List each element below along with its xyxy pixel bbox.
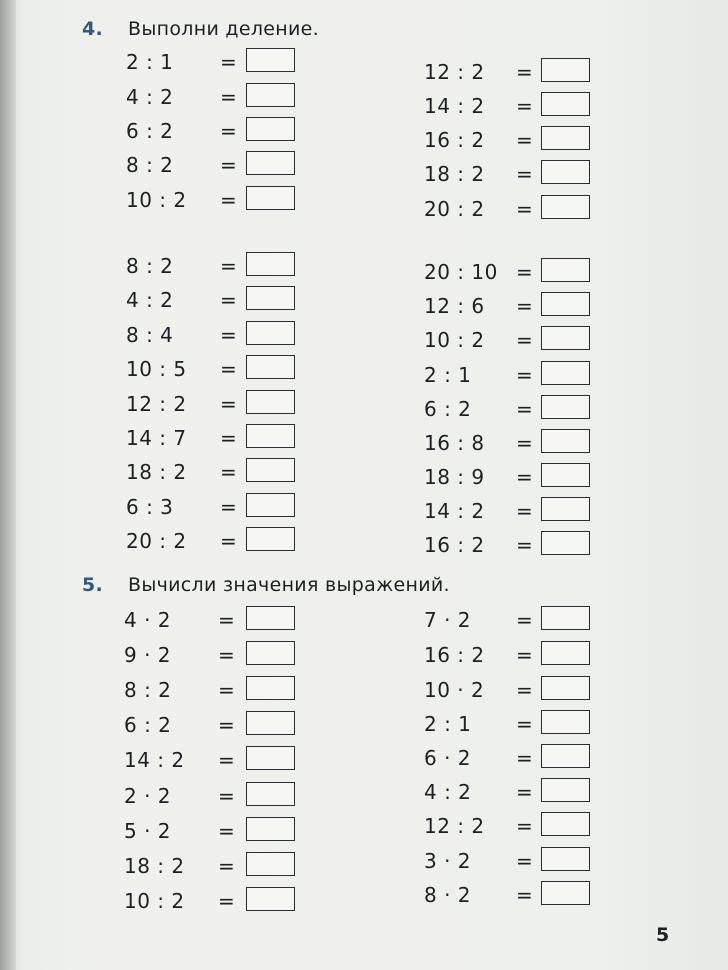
expression: 18 : 2 [126,460,187,484]
answer-box[interactable] [246,641,295,665]
equals-sign: = [220,188,238,212]
answer-box[interactable] [246,782,295,806]
equals-sign: = [516,712,534,736]
equation-row [424,778,593,806]
answer-box[interactable] [541,641,590,665]
equals-sign: = [516,431,534,455]
equals-sign: = [218,713,236,737]
answer-box[interactable] [246,493,295,517]
equation-row [424,195,593,223]
equals-sign: = [220,153,238,177]
equation-row [424,160,593,188]
expression: 12 : 6 [424,294,485,318]
expression: 10 : 5 [126,357,187,381]
expression: 14 : 2 [424,94,485,118]
equation-row [126,424,298,452]
expression: 16 : 2 [424,643,485,667]
expression: 16 : 2 [424,128,485,152]
expression: 18 : 9 [424,465,485,489]
answer-box[interactable] [541,361,590,385]
expression: 20 : 10 [424,260,498,284]
equation-row [424,292,593,320]
equation-row [424,395,593,423]
answer-box[interactable] [246,151,295,175]
equation-row [124,711,298,739]
answer-box[interactable] [246,424,295,448]
equals-sign: = [218,889,236,913]
answer-box[interactable] [541,847,590,871]
equals-sign: = [516,465,534,489]
equals-sign: = [220,357,238,381]
equals-sign: = [516,849,534,873]
task-4-number: 4. [82,18,104,40]
answer-box[interactable] [246,252,295,276]
equals-sign: = [516,162,534,186]
answer-box[interactable] [541,744,590,768]
equals-sign: = [516,814,534,838]
task-5-header [82,574,450,596]
expression: 7 · 2 [424,608,472,632]
equals-sign: = [220,119,238,143]
expression: 20 : 2 [424,197,485,221]
equals-sign: = [218,608,236,632]
expression: 3 · 2 [424,849,472,873]
expression: 10 : 2 [124,889,185,913]
equation-row [126,527,298,555]
answer-box[interactable] [541,531,590,555]
equals-sign: = [516,643,534,667]
equals-sign: = [516,533,534,557]
equation-row [424,429,593,457]
answer-box[interactable] [541,292,590,316]
equation-row [424,126,593,154]
answer-box[interactable] [246,676,295,700]
page-number: 5 [656,924,670,946]
task-4-title: Выполни деление. [128,18,319,40]
expression: 14 : 2 [424,499,485,523]
expression: 10 · 2 [424,678,485,702]
expression: 6 · 2 [424,746,472,770]
equation-row [126,458,298,486]
equals-sign: = [218,678,236,702]
equals-sign: = [220,392,238,416]
equals-sign: = [516,94,534,118]
equation-row [126,117,298,145]
expression: 8 : 4 [126,323,174,347]
answer-box[interactable] [246,321,295,345]
expression: 4 : 2 [424,780,472,804]
expression: 8 : 2 [126,254,174,278]
equals-sign: = [218,854,236,878]
equation-row [126,151,298,179]
equation-row [424,641,593,669]
equation-row [124,852,298,880]
equals-sign: = [218,643,236,667]
answer-box[interactable] [541,195,590,219]
answer-box[interactable] [246,390,295,414]
equation-row [424,463,593,491]
expression: 4 · 2 [124,608,172,632]
expression: 16 : 2 [424,533,485,557]
answer-box[interactable] [246,186,295,210]
equals-sign: = [220,254,238,278]
equals-sign: = [516,883,534,907]
answer-box[interactable] [541,429,590,453]
equation-row [126,493,298,521]
expression: 20 : 2 [126,529,187,553]
expression: 10 : 2 [424,328,485,352]
equation-row [424,92,593,120]
expression: 4 : 2 [126,288,174,312]
answer-box[interactable] [541,258,590,282]
answer-box[interactable] [246,817,295,841]
equation-row [126,321,298,349]
equals-sign: = [516,294,534,318]
answer-box[interactable] [246,711,295,735]
equation-row [126,83,298,111]
equation-row [424,606,593,634]
equation-row [424,847,593,875]
task-5-title: Вычисли значения выражений. [128,574,450,596]
equals-sign: = [516,128,534,152]
expression: 5 · 2 [124,819,172,843]
expression: 18 : 2 [124,854,185,878]
equals-sign: = [516,780,534,804]
equation-row [124,641,298,669]
equation-row [126,252,298,280]
equation-row [124,746,298,774]
equation-row [424,744,593,772]
equals-sign: = [220,495,238,519]
equation-row [424,531,593,559]
equals-sign: = [220,85,238,109]
equation-row [424,258,593,286]
expression: 12 : 2 [424,60,485,84]
answer-box[interactable] [246,852,295,876]
answer-box[interactable] [246,606,295,630]
equals-sign: = [516,60,534,84]
equals-sign: = [516,608,534,632]
expression: 9 · 2 [124,643,172,667]
expression: 2 : 1 [126,50,174,74]
equation-row [126,48,298,76]
answer-box[interactable] [541,160,590,184]
equals-sign: = [516,363,534,387]
task-5-number: 5. [82,574,104,596]
equation-row [124,782,298,810]
equation-row [424,710,593,738]
answer-box[interactable] [246,286,295,310]
equals-sign: = [220,50,238,74]
equation-row [126,390,298,418]
equation-row [124,606,298,634]
answer-box[interactable] [541,812,590,836]
equation-row [424,361,593,389]
answer-box[interactable] [541,58,590,82]
expression: 2 : 1 [424,363,472,387]
expression: 6 : 3 [126,495,174,519]
expression: 2 : 1 [424,712,472,736]
expression: 6 : 2 [124,713,172,737]
equation-row [124,887,298,915]
answer-box[interactable] [246,355,295,379]
equation-row [424,676,593,704]
equation-row [126,186,298,214]
expression: 12 : 2 [126,392,187,416]
answer-box[interactable] [541,92,590,116]
expression: 6 : 2 [424,397,472,421]
expression: 18 : 2 [424,162,485,186]
answer-box[interactable] [246,887,295,911]
equation-row [124,817,298,845]
expression: 4 : 2 [126,85,174,109]
answer-box[interactable] [541,326,590,350]
answer-box[interactable] [541,395,590,419]
expression: 2 · 2 [124,784,172,808]
equals-sign: = [218,819,236,843]
expression: 14 : 2 [124,748,185,772]
expression: 12 : 2 [424,814,485,838]
equation-row [424,326,593,354]
answer-box[interactable] [246,83,295,107]
answer-box[interactable] [541,463,590,487]
answer-box[interactable] [541,497,590,521]
equation-row [424,497,593,525]
equation-row [124,676,298,704]
equals-sign: = [218,748,236,772]
equation-row [424,812,593,840]
answer-box[interactable] [541,881,590,905]
equation-row [424,58,593,86]
equals-sign: = [516,397,534,421]
answer-box[interactable] [541,126,590,150]
answer-box[interactable] [246,117,295,141]
answer-box[interactable] [541,710,590,734]
equals-sign: = [218,784,236,808]
equals-sign: = [516,746,534,770]
answer-box[interactable] [541,778,590,802]
expression: 14 : 7 [126,426,187,450]
equals-sign: = [516,499,534,523]
expression: 8 : 2 [124,678,172,702]
equals-sign: = [220,426,238,450]
equals-sign: = [220,460,238,484]
expression: 8 : 2 [126,153,174,177]
answer-box[interactable] [246,48,295,72]
book-gutter [0,0,16,970]
equals-sign: = [516,328,534,352]
equals-sign: = [516,260,534,284]
equals-sign: = [516,197,534,221]
expression: 8 · 2 [424,883,472,907]
equals-sign: = [220,288,238,312]
answer-box[interactable] [246,458,295,482]
answer-box[interactable] [541,676,590,700]
expression: 10 : 2 [126,188,187,212]
expression: 16 : 8 [424,431,485,455]
equals-sign: = [220,529,238,553]
task-4-header [82,18,319,40]
equals-sign: = [516,678,534,702]
answer-box[interactable] [541,606,590,630]
expression: 6 : 2 [126,119,174,143]
equation-row [126,286,298,314]
equation-row [424,881,593,909]
equals-sign: = [220,323,238,347]
answer-box[interactable] [246,746,295,770]
equation-row [126,355,298,383]
answer-box[interactable] [246,527,295,551]
